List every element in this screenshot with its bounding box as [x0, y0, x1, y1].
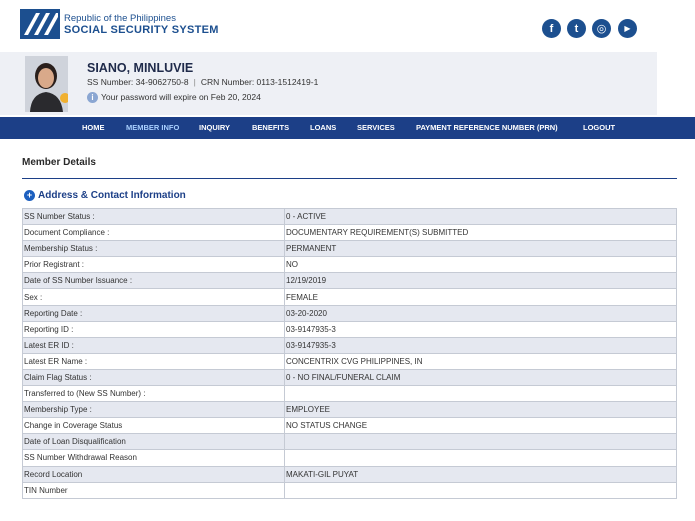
table-row [23, 402, 677, 418]
address-contact-label[interactable]: Address & Contact Information [38, 190, 186, 201]
table-row [23, 241, 677, 257]
field-value: 03-20-2020 [285, 305, 677, 321]
nav-logout[interactable]: LOGOUT [583, 123, 616, 132]
table-row [23, 418, 677, 434]
instagram-icon[interactable]: ◎ [592, 19, 611, 38]
nav-home[interactable]: HOME [82, 123, 105, 132]
field-value: 0 - NO FINAL/FUNERAL CLAIM [285, 369, 677, 385]
password-notice: Your password will expire on Feb 20, 2024 [101, 92, 261, 102]
field-value: EMPLOYEE [285, 402, 677, 418]
plus-circle-icon[interactable]: + [24, 190, 35, 201]
info-icon: i [87, 92, 98, 103]
avatar [25, 56, 68, 112]
field-label: Latest ER ID : [23, 337, 285, 353]
field-label: Sex : [23, 289, 285, 305]
table-row [23, 321, 677, 337]
page-title: Member Details [22, 157, 96, 168]
field-label: SS Number Status : [23, 209, 285, 225]
field-value [285, 450, 677, 466]
nav-inquiry[interactable]: INQUIRY [199, 123, 230, 132]
field-value: NO STATUS CHANGE [285, 418, 677, 434]
member-details-table [22, 208, 677, 499]
table-row [23, 434, 677, 450]
field-label: SS Number Withdrawal Reason [23, 450, 285, 466]
field-label: Date of SS Number Issuance : [23, 273, 285, 289]
crn-number: CRN Number: 0113-1512419-1 [200, 77, 319, 87]
field-value [285, 482, 677, 498]
address-contact-toggle[interactable] [24, 190, 186, 201]
field-value: FEMALE [285, 289, 677, 305]
sss-logo-icon[interactable] [20, 9, 60, 39]
field-value: PERMANENT [285, 241, 677, 257]
ss-number: SS Number: 34-9062750-8 [87, 77, 189, 87]
field-label: Record Location [23, 466, 285, 482]
table-row [23, 257, 677, 273]
field-label: Prior Registrant : [23, 257, 285, 273]
field-label: Date of Loan Disqualification [23, 434, 285, 450]
table-row [23, 450, 677, 466]
field-value: 03-9147935-3 [285, 321, 677, 337]
main-navigation [0, 117, 695, 139]
org-line1: Republic of the Philippines [64, 13, 176, 24]
table-row [23, 466, 677, 482]
field-value: CONCENTRIX CVG PHILIPPINES, IN [285, 353, 677, 369]
org-line2: SOCIAL SECURITY SYSTEM [64, 24, 219, 36]
field-value: NO [285, 257, 677, 273]
field-value: 03-9147935-3 [285, 337, 677, 353]
nav-payment-reference-number[interactable]: PAYMENT REFERENCE NUMBER (PRN) [416, 123, 558, 132]
field-label: Latest ER Name : [23, 353, 285, 369]
field-label: Document Compliance : [23, 225, 285, 241]
nav-benefits[interactable]: BENEFITS [252, 123, 290, 132]
table-row [23, 337, 677, 353]
field-value: 12/19/2019 [285, 273, 677, 289]
field-value: MAKATI-GIL PUYAT [285, 466, 677, 482]
field-label: Reporting ID : [23, 321, 285, 337]
field-value [285, 434, 677, 450]
nav-member-info[interactable]: MEMBER INFO [126, 123, 180, 132]
field-label: Change in Coverage Status [23, 418, 285, 434]
member-profile-panel [0, 52, 657, 115]
separator: | [193, 77, 196, 87]
field-label: Membership Status : [23, 241, 285, 257]
field-label: Claim Flag Status : [23, 369, 285, 385]
field-value: DOCUMENTARY REQUIREMENT(S) SUBMITTED [285, 225, 677, 241]
title-divider [22, 178, 677, 179]
table-row [23, 369, 677, 385]
nav-services[interactable]: SERVICES [357, 123, 395, 132]
field-value [285, 386, 677, 402]
table-row [23, 289, 677, 305]
table-row [23, 225, 677, 241]
table-row [23, 273, 677, 289]
field-label: Transferred to (New SS Number) : [23, 386, 285, 402]
table-row [23, 386, 677, 402]
member-numbers [87, 77, 318, 87]
facebook-icon[interactable]: f [542, 19, 561, 38]
nav-loans[interactable]: LOANS [310, 123, 337, 132]
site-header [0, 0, 695, 52]
table-row [23, 305, 677, 321]
member-name: SIANO, MINLUVIE [87, 61, 194, 75]
field-label: Reporting Date : [23, 305, 285, 321]
field-label: Membership Type : [23, 402, 285, 418]
field-value: 0 - ACTIVE [285, 209, 677, 225]
field-label: TIN Number [23, 482, 285, 498]
table-row [23, 209, 677, 225]
twitter-icon[interactable]: t [567, 19, 586, 38]
youtube-icon[interactable]: ▶ [618, 19, 637, 38]
table-row [23, 353, 677, 369]
table-row [23, 482, 677, 498]
